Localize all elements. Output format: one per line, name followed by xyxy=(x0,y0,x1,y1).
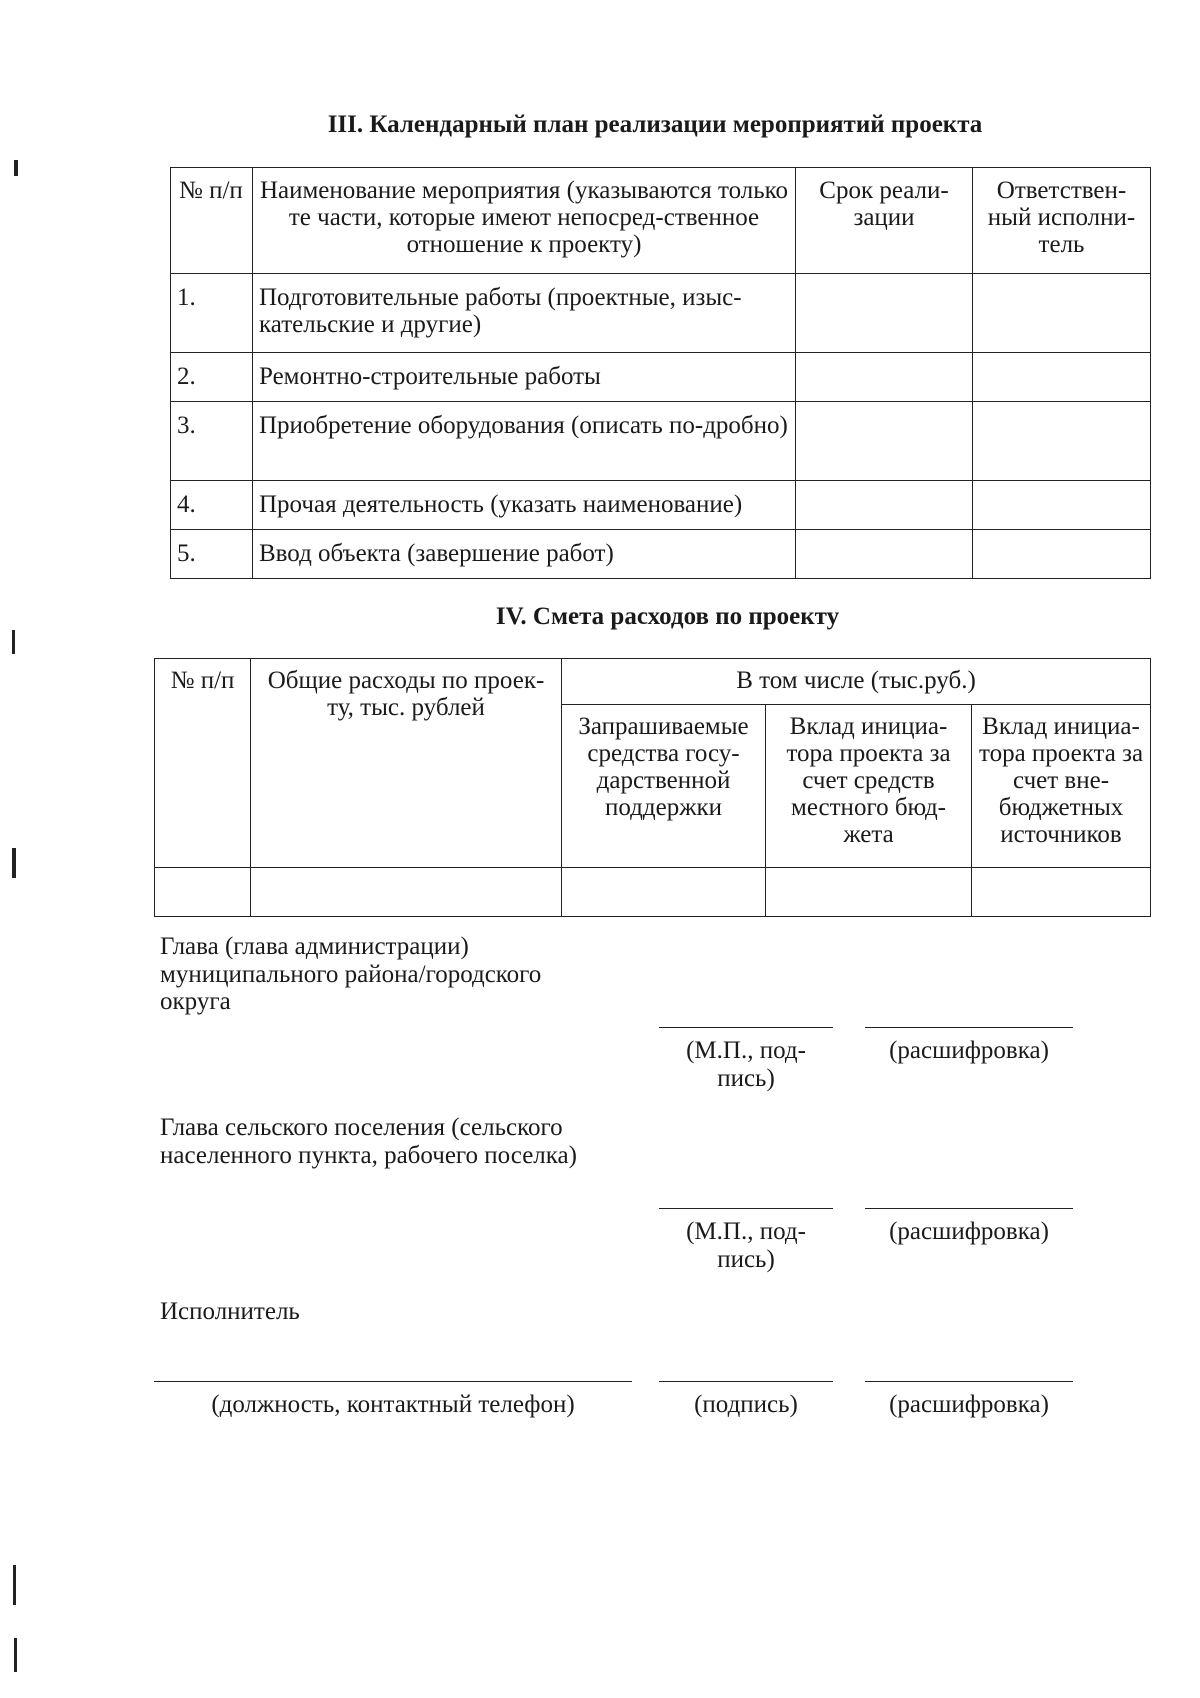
mp-signature-caption: (М.П., под-пись) xyxy=(686,1037,806,1092)
table-row xyxy=(171,481,1151,530)
scan-speck xyxy=(12,848,16,878)
header-local-budget: Вклад инициа-тора проекта за счет средств местного бюд-жета xyxy=(766,705,972,868)
header-total-expenses: Общие расходы по проек-ту, тыс. рублей xyxy=(251,659,562,868)
row-event-name: Ремонтно-строительные работы xyxy=(253,353,796,402)
header-including: В том числе (тыс.руб.) xyxy=(562,659,1151,705)
signature-line xyxy=(659,1027,833,1028)
decoding-caption: (расшифровка) xyxy=(889,1391,1049,1418)
row-responsible xyxy=(973,402,1151,481)
signature-caption: (подпись) xyxy=(694,1391,798,1418)
signature-line xyxy=(659,1381,833,1382)
budget-table xyxy=(154,658,1151,917)
head-district-label: Глава (глава администрации) муниципального района/городского округа xyxy=(160,933,542,1015)
row-term xyxy=(796,481,973,530)
table-row xyxy=(155,868,1151,917)
row-state-support xyxy=(562,868,766,917)
row-responsible xyxy=(973,353,1151,402)
row-term xyxy=(796,530,973,579)
row-local-budget xyxy=(766,868,972,917)
row-total xyxy=(251,868,562,917)
signature-line xyxy=(659,1208,833,1209)
decoding-caption: (расшифровка) xyxy=(889,1037,1049,1064)
row-extra-budget xyxy=(972,868,1151,917)
header-num: № п/п xyxy=(171,168,253,274)
scan-speck xyxy=(12,630,15,654)
row-num: 2. xyxy=(171,353,253,402)
row-num: 3. xyxy=(171,402,253,481)
table-header-row xyxy=(155,659,1151,705)
row-num xyxy=(155,868,251,917)
row-num: 1. xyxy=(171,274,253,353)
table-row xyxy=(171,402,1151,481)
section-4-title: IV. Смета расходов по проекту xyxy=(495,603,840,630)
header-extra-budget: Вклад инициа-тора проекта за счет вне-бюджетных источников xyxy=(972,705,1151,868)
row-event-name: Подготовительные работы (проектные, изыс-кательские и другие) xyxy=(253,274,796,353)
table-header-row xyxy=(171,168,1151,274)
header-num: № п/п xyxy=(155,659,251,868)
section-3-title: III. Календарный план реализации мероприятий проекта xyxy=(327,111,983,138)
scan-speck xyxy=(13,1565,16,1605)
header-event-name: Наименование мероприятия (указываются только те части, которые имеют непосред-ственное отношение к проекту) xyxy=(253,168,796,274)
head-settlement-label: Глава сельского поселения (сельского населенного пункта, рабочего поселка) xyxy=(160,1114,577,1169)
row-term xyxy=(796,274,973,353)
row-responsible xyxy=(973,481,1151,530)
row-num: 5. xyxy=(171,530,253,579)
header-responsible: Ответствен-ный исполни-тель xyxy=(973,168,1151,274)
table-row xyxy=(171,530,1151,579)
row-event-name: Ввод объекта (завершение работ) xyxy=(253,530,796,579)
scan-speck xyxy=(14,160,18,176)
row-num: 4. xyxy=(171,481,253,530)
calendar-plan-table xyxy=(170,167,1151,579)
decoding-line xyxy=(865,1027,1073,1028)
decoding-caption: (расшифровка) xyxy=(889,1218,1049,1245)
mp-signature-caption: (М.П., под-пись) xyxy=(686,1218,806,1273)
row-event-name: Приобретение оборудования (описать по-дробно) xyxy=(253,402,796,481)
decoding-line xyxy=(865,1208,1073,1209)
header-term: Срок реали-зации xyxy=(796,168,973,274)
row-term xyxy=(796,353,973,402)
position-phone-caption: (должность, контактный телефон) xyxy=(211,1391,575,1418)
table-row xyxy=(171,353,1151,402)
scan-speck xyxy=(14,1638,17,1672)
row-term xyxy=(796,402,973,481)
header-state-support: Запрашиваемые средства госу-дарственной поддержки xyxy=(562,705,766,868)
table-row xyxy=(171,274,1151,353)
row-responsible xyxy=(973,530,1151,579)
position-phone-line xyxy=(154,1381,632,1382)
executor-label: Исполнитель xyxy=(160,1298,300,1325)
row-event-name: Прочая деятельность (указать наименование) xyxy=(253,481,796,530)
decoding-line xyxy=(865,1381,1073,1382)
row-responsible xyxy=(973,274,1151,353)
